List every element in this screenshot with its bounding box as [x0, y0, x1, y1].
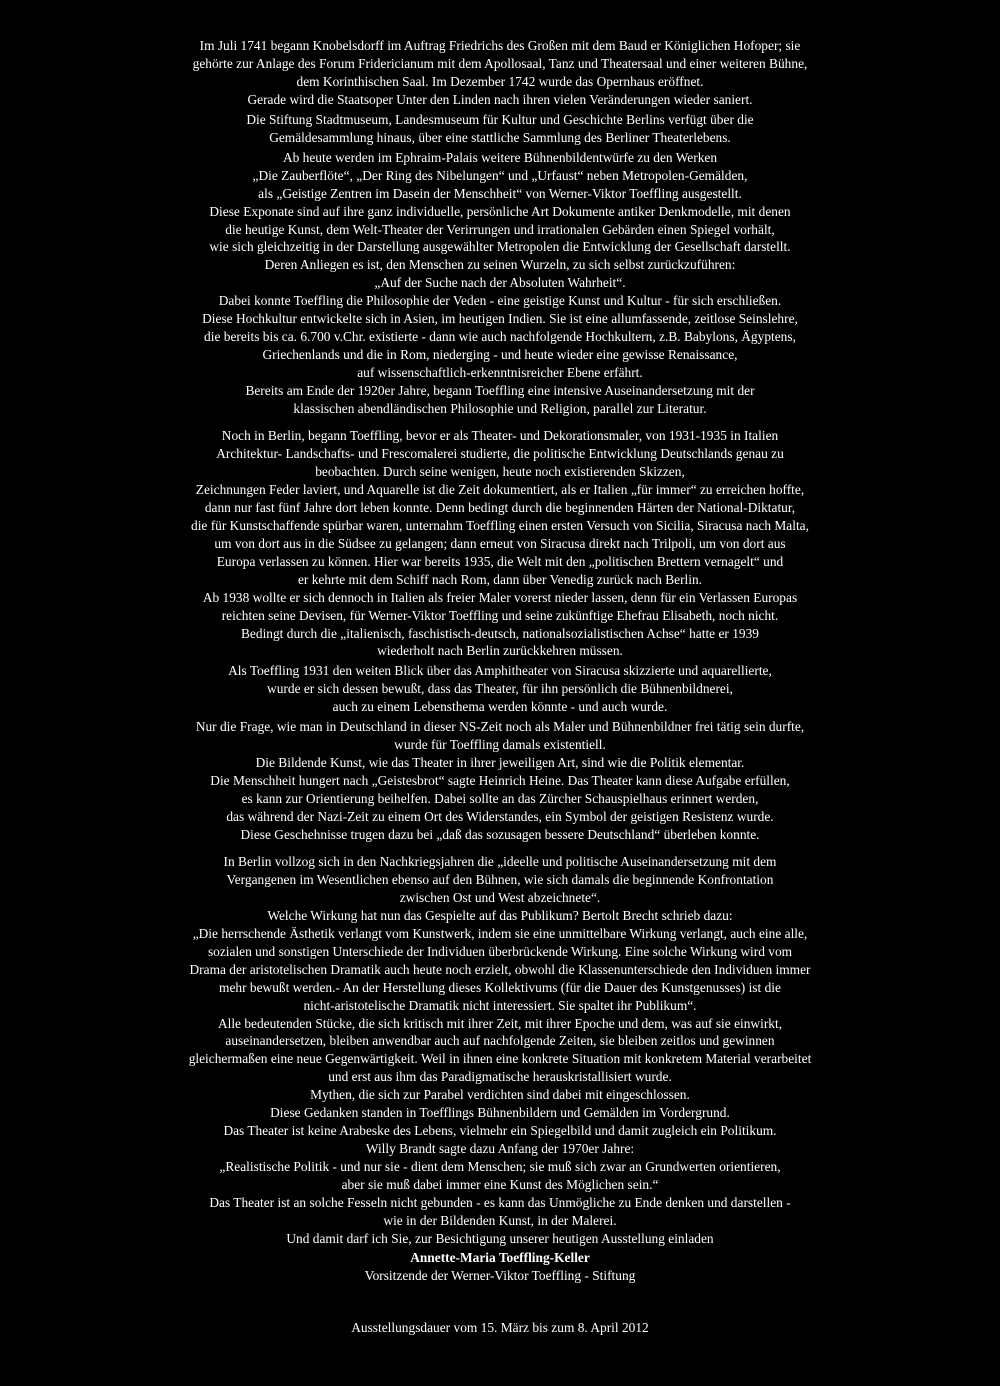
- text-line: Architektur- Landschafts- und Frescomalerei studierte, die politische Entwicklung Deutschlands genau zu: [216, 445, 784, 461]
- paragraph: [60, 111, 940, 147]
- text-line: Ab heute werden im Ephraim-Palais weitere Bühnenbildentwürfe zu den Werken: [282, 149, 718, 165]
- text-line: auch zu einem Lebensthema werden könnte - und auch wurde.: [332, 699, 668, 715]
- text-line: Nur die Frage, wie man in Deutschland in dieser NS-Zeit noch als Maler und Bühnenbildner frei tätig sein durfte,: [195, 719, 805, 735]
- text-line: als „Geistige Zentren im Dasein der Menschheit“ von Werner-Viktor Toeffling ausgestellt.: [258, 185, 742, 201]
- text-line: Als Toeffling 1931 den weiten Blick über das Amphitheater von Siracusa skizzierte und aquarellierte,: [228, 663, 772, 679]
- text-line: dem Korinthischen Saal. Im Dezember 1742 wurde das Opernhaus eröffnet.: [296, 73, 704, 89]
- text-line: Das Theater ist an solche Fesseln nicht gebunden - es kann das Unmögliche zu Ende denken und darstellen -: [209, 1195, 791, 1211]
- text-line: „Die herrschende Ästhetik verlangt vom Kunstwerk, indem sie eine unmittelbare Wirkung verlangt, auch eine alle,: [192, 925, 808, 941]
- text-line: „Realistische Politik - und nur sie - dient dem Menschen; sie muß sich zwar an Grundwerten orientieren,: [219, 1159, 781, 1175]
- text-line: das während der Nazi-Zeit zu einem Ort des Widerstandes, ein Symbol der geistigen Resistenz wurde.: [226, 809, 774, 825]
- text-line: Diese Hochkultur entwickelte sich in Asien, im heutigen Indien. Sie ist eine allumfassende, zeitlose Seinslehre,: [202, 311, 798, 327]
- text-line: Drama der aristotelischen Dramatik auch heute noch erzielt, obwohl die Klassenunterschiede den Individuen immer: [189, 961, 811, 977]
- paragraph: [60, 662, 940, 716]
- text-line: auseinandersetzen, bleiben anwendbar auch auf nachfolgende Zeiten, sie bleiben zeitlos und gewinnen: [225, 1033, 775, 1049]
- text-line: Bedingt durch die „italienisch, faschistisch-deutsch, nationalsozialistischen Achse“ hatte er 1939: [241, 625, 759, 641]
- text-line: Willy Brandt sagte dazu Anfang der 1970er Jahre:: [365, 1141, 635, 1157]
- text-line: es kann zur Orientierung beihelfen. Dabei sollte an das Zürcher Schauspielhaus erinnert werden,: [241, 791, 759, 807]
- text-line: aber sie muß dabei immer eine Kunst des Möglichen sein.“: [341, 1177, 659, 1193]
- text-line: Noch in Berlin, begann Toeffling, bevor er als Theater- und Dekorationsmaler, von 1931-1935 in Italien: [221, 428, 779, 444]
- text-line: auf wissenschaftlich-erkenntnisreicher Ebene erfährt.: [357, 365, 643, 381]
- text-paragraphs: [60, 37, 940, 1248]
- text-line: die für Kunstschaffende spürbar waren, unternahm Toeffling einen ersten Versuch von Sicilia, Siracusa nach Malta,: [191, 517, 809, 533]
- text-line: Diese Geschehnisse trugen dazu bei „daß das sozusagen bessere Deutschland“ überleben konnte.: [240, 826, 760, 842]
- text-line: nicht-aristotelische Dramatik nicht interessiert. Sie spaltet ihr Publikum“.: [303, 997, 697, 1013]
- document-body: [60, 37, 940, 1337]
- text-line: In Berlin vollzog sich in den Nachkriegsjahren die „ideelle und politische Auseinandersetzung mit dem: [223, 853, 777, 869]
- text-line: klassischen abendländischen Philosophie und Religion, parallel zur Literatur.: [293, 401, 707, 417]
- text-line: Welche Wirkung hat nun das Gespielte auf das Publikum? Bertolt Brecht schrieb dazu:: [267, 907, 733, 923]
- text-line: wie sich gleichzeitig in der Darstellung ausgewählter Metropolen die Entwicklung der Gesellschaft darstellt.: [209, 239, 791, 255]
- text-line: um von dort aus in die Südsee zu gelangen; dann erneut von Siracusa direkt nach Trilpoli, um von dort aus: [214, 535, 786, 551]
- text-line: Und damit darf ich Sie, zur Besichtigung unserer heutigen Ausstellung einladen: [286, 1230, 714, 1246]
- text-line: gleichermaßen eine neue Gegenwärtigkeit. Weil in ihnen eine konkrete Situation mit konkretem Material verarbeitet: [188, 1051, 812, 1067]
- text-line: Gemäldesammlung hinaus, über eine stattliche Sammlung des Berliner Theaterlebens.: [269, 129, 731, 145]
- text-line: Ab 1938 wollte er sich dennoch in Italien als freier Maler vorerst nieder lassen, denn für ein Verlassen Europas: [202, 589, 798, 605]
- text-line: mehr bewußt werden.- An der Herstellung dieses Kollektivums (für die Dauer des Kunstgenusses) ist die: [219, 979, 781, 995]
- text-line: wie in der Bildenden Kunst, in der Malerei.: [383, 1213, 617, 1228]
- text-line: Diese Gedanken standen in Toefflings Bühnenbildern und Gemälden im Vordergrund.: [270, 1105, 730, 1121]
- text-line: „Die Zauberflöte“, „Der Ring des Nibelungen“ und „Urfaust“ neben Metropolen-Gemälden,: [252, 167, 748, 183]
- text-line: Zeichnungen Feder laviert, und Aquarelle ist die Zeit dokumentiert, als er Italien „für immer“ zu erreichen hoffte,: [195, 481, 805, 497]
- text-line: Die Menschheit hungert nach „Geistesbrot“ sagte Heinrich Heine. Das Theater kann diese Aufgabe erfüllen,: [210, 773, 790, 789]
- text-line: Griechenlands und die in Rom, niederging - und heute wieder eine gewisse Renaissance,: [262, 347, 738, 363]
- text-line: er kehrte mit dem Schiff nach Rom, dann über Venedig zurück nach Berlin.: [297, 571, 703, 587]
- text-line: Das Theater ist keine Arabeske des Lebens, vielmehr ein Spiegelbild und damit zugleich ein Politikum.: [223, 1123, 777, 1139]
- text-line: wiederholt nach Berlin zurückkehren müssen.: [377, 643, 623, 659]
- text-line: Europa verlassen zu können. Hier war bereits 1935, die Welt mit den „politischen Brettern vernagelt“ und: [216, 553, 784, 569]
- text-line: gehörte zur Anlage des Forum Fridericianum mit dem Apollosaal, Tanz und Theatersaal und einer weiteren Bühne,: [192, 55, 808, 71]
- text-line: Deren Anliegen es ist, den Menschen zu seinen Wurzeln, zu sich selbst zurückzuführen:: [264, 257, 736, 273]
- text-line: wurde er sich dessen bewußt, dass das Theater, für ihn persönlich die Bühnenbildnerei,: [267, 681, 733, 697]
- text-line: und erst aus ihm das Paradigmatische herauskristallisiert wurde.: [328, 1069, 672, 1085]
- text-line: Gerade wird die Staatsoper Unter den Linden nach ihren vielen Veränderungen wieder saniert.: [247, 91, 753, 107]
- paragraph: [60, 149, 940, 418]
- text-line: Bereits am Ende der 1920er Jahre, begann Toeffling eine intensive Auseinandersetzung mit der: [245, 383, 755, 399]
- paragraph: [60, 427, 940, 660]
- text-line: Dabei konnte Toeffling die Philosophie der Veden - eine geistige Kunst und Kultur - für sich erschließen.: [218, 293, 782, 309]
- signature-name: Annette-Maria Toeffling-Keller: [410, 1249, 590, 1265]
- text-line: die heutige Kunst, dem Welt-Theater der Verirrungen und irrationalen Gebärden einen Spiegel vorhält,: [225, 221, 775, 237]
- text-line: Diese Exponate sind auf ihre ganz individuelle, persönliche Art Dokumente antiker Denkmodelle, mit denen: [209, 203, 791, 219]
- paragraph: [60, 853, 940, 1248]
- text-line: Mythen, die sich zur Parabel verdichten sind dabei mit eingeschlossen.: [310, 1087, 690, 1103]
- text-line: beobachten. Durch seine wenigen, heute noch existierenden Skizzen,: [315, 463, 685, 479]
- paragraph: [60, 718, 940, 844]
- text-line: die bereits bis ca. 6.700 v.Chr. existierte - dann wie auch nachfolgende Hochkultern, z.B. Babylons, Ägyptens,: [204, 329, 796, 345]
- exhibition-dates: Ausstellungsdauer vom 15. März bis zum 8. April 2012: [351, 1319, 649, 1335]
- text-line: Die Stiftung Stadtmuseum, Landesmuseum für Kultur und Geschichte Berlins verfügt über die: [246, 111, 754, 127]
- signature-title: Vorsitzende der Werner-Viktor Toeffling - Stiftung: [364, 1267, 636, 1283]
- text-line: sozialen und sonstigen Unterschiede der Individuen überbrückende Wirkung. Eine solche Wirkung wird vom: [207, 943, 793, 959]
- text-line: Vergangenen im Wesentlichen ebenso auf den Bühnen, wie sich damals die beginnende Konfrontation: [226, 871, 774, 887]
- text-line: Alle bedeutenden Stücke, die sich kritisch mit ihrer Zeit, mit ihrer Epoche und dem, was auf sie einwirkt,: [217, 1015, 783, 1031]
- text-line: reichten seine Devisen, für Werner-Viktor Toeffling und seine zukünftige Ehefrau Elisabeth, noch nicht.: [221, 607, 779, 623]
- text-line: Die Bildende Kunst, wie das Theater in ihrer jeweiligen Art, sind wie die Politik elementar.: [255, 755, 745, 771]
- text-line: Im Juli 1741 begann Knobelsdorff im Auftrag Friedrichs des Großen mit dem Baud er Königlichen Hofoper; sie: [199, 38, 801, 53]
- text-line: wurde für Toeffling damals existentiell.: [394, 737, 606, 753]
- text-line: „Auf der Suche nach der Absoluten Wahrheit“.: [374, 275, 626, 291]
- paragraph: [60, 37, 940, 109]
- text-line: dann nur fast fünf Jahre dort leben konnte. Denn bedingt durch die beginnenden Härten der National-Diktatur,: [204, 499, 796, 515]
- text-line: zwischen Ost und West abzeichnete“.: [399, 889, 601, 905]
